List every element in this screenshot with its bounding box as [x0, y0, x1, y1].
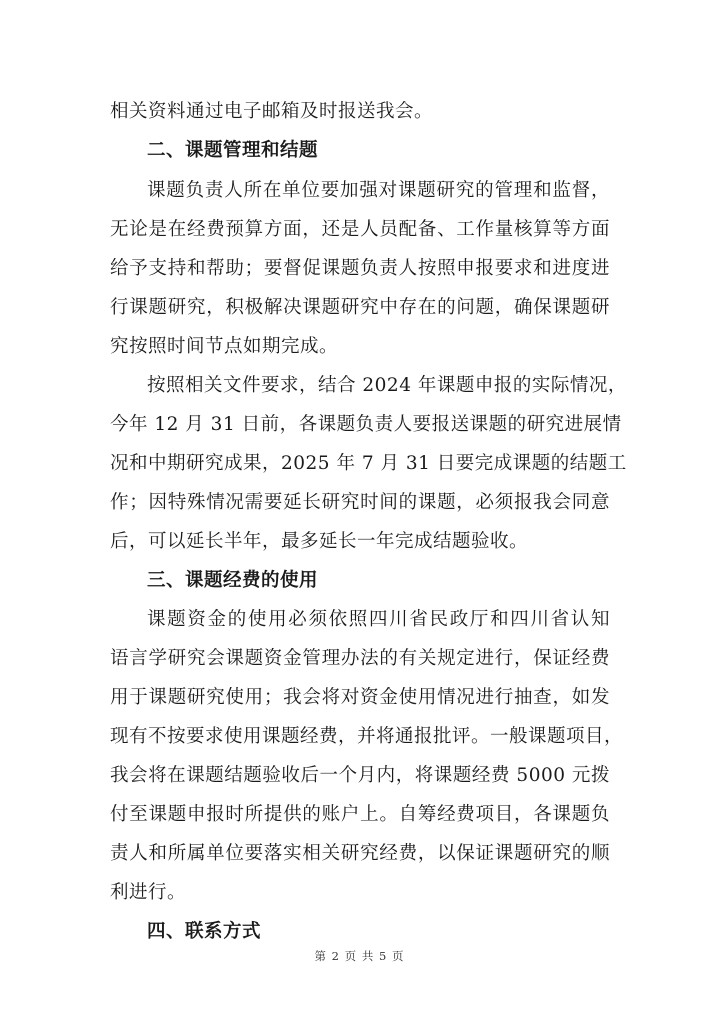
- text-line: 作；因特殊情况需要延长研究时间的课题，必须报我会同意: [110, 492, 610, 513]
- text-line: 语言学研究会课题资金管理办法的有关规定进行，保证经费: [110, 648, 610, 669]
- section-heading: 四、联系方式: [147, 921, 262, 942]
- text-line: 利进行。: [110, 882, 187, 903]
- text-line: 究按照时间节点如期完成。: [110, 336, 339, 357]
- page-footer: 第 2 页 共 5 页: [314, 949, 405, 963]
- text-line: 给予支持和帮助；要督促课题负责人按照申报要求和进度进: [110, 258, 610, 279]
- text-line: 付至课题申报时所提供的账户上。自筹经费项目，各课题负: [110, 804, 610, 825]
- text-line: 况和中期研究成果，2025 年 7 月 31 日要完成课题的结题工: [110, 453, 627, 474]
- text-line: 今年 12 月 31 日前，各课题负责人要报送课题的研究进展情: [110, 414, 622, 435]
- text-line: 用于课题研究使用；我会将对资金使用情况进行抽查，如发: [110, 687, 610, 708]
- text-line: 相关资料通过电子邮箱及时报送我会。: [110, 101, 434, 122]
- text-line: 现有不按要求使用课题经费，并将通报批评。一般课题项目，: [110, 726, 624, 747]
- text-line: 无论是在经费预算方面，还是人员配备、工作量核算等方面: [110, 219, 610, 240]
- text-line: 课题负责人所在单位要加强对课题研究的管理和监督，: [147, 180, 610, 201]
- text-line: 行课题研究，积极解决课题研究中存在的问题，确保课题研: [110, 297, 610, 318]
- section-heading: 二、课题管理和结题: [147, 140, 319, 161]
- text-line: 按照相关文件要求，结合 2024 年课题申报的实际情况，: [147, 375, 627, 396]
- section-heading: 三、课题经费的使用: [147, 570, 319, 591]
- text-line: 后，可以延长半年，最多延长一年完成结题验收。: [110, 531, 529, 552]
- text-line: 我会将在课题结题验收后一个月内，将课题经费 5000 元拨: [110, 765, 610, 786]
- text-line: 课题资金的使用必须依照四川省民政厅和四川省认知: [147, 609, 610, 630]
- text-line: 责人和所属单位要落实相关研究经费，以保证课题研究的顺: [110, 843, 610, 864]
